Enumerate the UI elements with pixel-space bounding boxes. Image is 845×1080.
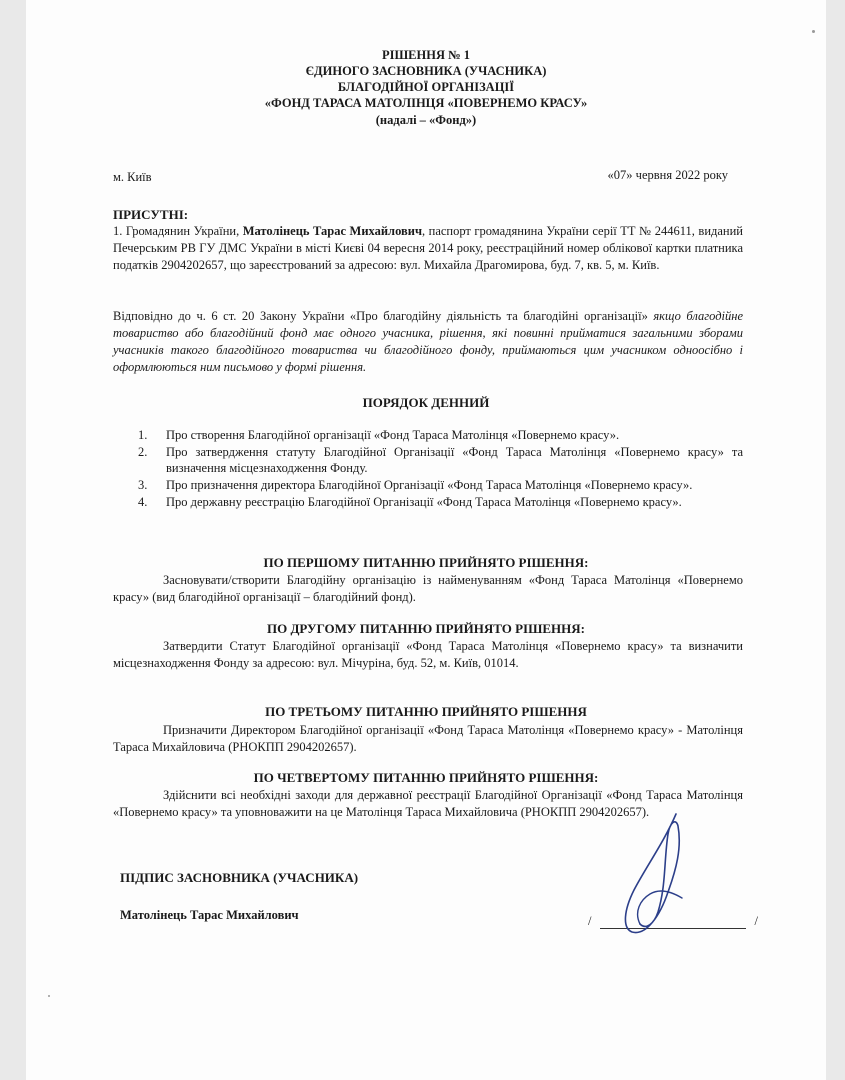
decision-3-text: Призначити Директором Благодійної організації «Фонд Тараса Матолінця «Повернемо красу» - Матолінця Тараса Михайловича (РНОКПП 2904202657). bbox=[113, 723, 743, 754]
document-page bbox=[26, 0, 826, 1080]
title-organization: БЛАГОДІЙНОЇ ОРГАНІЗАЦІЇ bbox=[337, 80, 515, 94]
handwritten-signature bbox=[616, 812, 706, 937]
decision-3-heading: ПО ТРЕТЬОМУ ПИТАННЮ ПРИЙНЯТО РІШЕННЯ bbox=[265, 704, 587, 719]
legal-basis-paragraph: Відповідно до ч. 6 ст. 20 Закону України «Про благодійну діяльність та благодійні організації» якщо благодійне товариство або благодійний фонд має одного учасника, рішення, які повинні прийматися загальними зборами учасників такого благодійного товариства чи благодійного фонду, приймаються цим учасником одноосібно і оформлюються ним письмово у формі рішення. bbox=[113, 309, 743, 374]
signature-heading: ПІДПИС ЗАСНОВНИКА (УЧАСНИКА) bbox=[120, 870, 359, 885]
decision-2-heading: ПО ДРУГОМУ ПИТАННЮ ПРИЙНЯТО РІШЕННЯ: bbox=[267, 621, 585, 636]
decision-4-heading: ПО ЧЕТВЕРТОМУ ПИТАННЮ ПРИЙНЯТО РІШЕННЯ: bbox=[253, 770, 599, 785]
decision-1-text: Засновувати/створити Благодійну організацію із найменуванням «Фонд Тараса Матолінця «Повернемо красу» (вид благодійної організації – благодійний фонд). bbox=[113, 573, 743, 604]
agenda-list bbox=[138, 427, 743, 511]
agenda-item: 2. Про затвердження статуту Благодійної Організації «Фонд Тараса Матолінця «Повернемо красу» та визначення місцезнаходження Фонду. bbox=[138, 445, 743, 475]
agenda-item: 3. Про призначення директора Благодійної Організації «Фонд Тараса Матолінця «Повернемо красу». bbox=[138, 478, 693, 492]
decision-number: РІШЕННЯ № 1 bbox=[381, 48, 471, 62]
agenda-item: 1. Про створення Благодійної організації «Фонд Тараса Матолінця «Повернемо красу». bbox=[138, 428, 620, 442]
decision-4-text: Здійснити всі необхідні заходи для державної реєстрації Благодійної Організації «Фонд Тараса Матолінця «Повернемо красу» та уповноважити на це Матолінця Тараса Михайловича (РНОКПП 2904202657). bbox=[113, 788, 743, 819]
title-founder: ЄДИНОГО ЗАСНОВНИКА (УЧАСНИКА) bbox=[305, 64, 547, 78]
decision-1-heading: ПО ПЕРШОМУ ПИТАННЮ ПРИЙНЯТО РІШЕННЯ: bbox=[263, 555, 589, 570]
present-paragraph: 1. Громадянин України, Матолінець Тарас Михайлович, паспорт громадянина України серії ТТ № 244611, виданий Печерським РВ ГУ ДМС України в місті Києві 04 вересня 2014 року, реєстраційний номер облікової картки платника податків 2904202657, що зареєстрований за адресою: вул. Михайла Драгомирова, буд. 7, кв. 5, м. Київ. bbox=[113, 224, 743, 272]
agenda-title: ПОРЯДОК ДЕННИЙ bbox=[362, 395, 490, 410]
slash-right: / bbox=[754, 914, 758, 928]
title-fund-name: «ФОНД ТАРАСА МАТОЛІНЦЯ «ПОВЕРНЕМО КРАСУ» bbox=[264, 96, 588, 110]
city: м. Київ bbox=[113, 170, 152, 184]
present-heading: ПРИСУТНІ: bbox=[113, 207, 189, 222]
signatory-name: Матолінець Тарас Михайлович bbox=[120, 908, 299, 922]
founder-name: Матолінець Тарас Михайлович bbox=[242, 224, 423, 238]
scan-speck bbox=[48, 995, 50, 997]
slash-left: / bbox=[588, 914, 592, 928]
law-quote: якщо благодійне товариство або благодійний фонд має одного учасника, рішення, які повинні прийматися загальними зборами учасників такого благодійного товариства чи благодійного фонду, приймаються цим учасником одноосібно і оформлюються ним письмово у формі рішення. bbox=[113, 309, 743, 374]
title-hereinafter: (надалі – «Фонд») bbox=[375, 113, 477, 127]
decision-2-text: Затвердити Статут Благодійної організації «Фонд Тараса Матолінця «Повернемо красу» та визначити місцезнаходження Фонду за адресою: вул. Мічуріна, буд. 52, м. Київ, 01014. bbox=[113, 639, 743, 670]
scan-speck bbox=[812, 30, 815, 33]
agenda-item: 4. Про державну реєстрацію Благодійної Організації «Фонд Тараса Матолінця «Повернемо красу». bbox=[138, 495, 682, 509]
date: «07» червня 2022 року bbox=[607, 168, 728, 182]
